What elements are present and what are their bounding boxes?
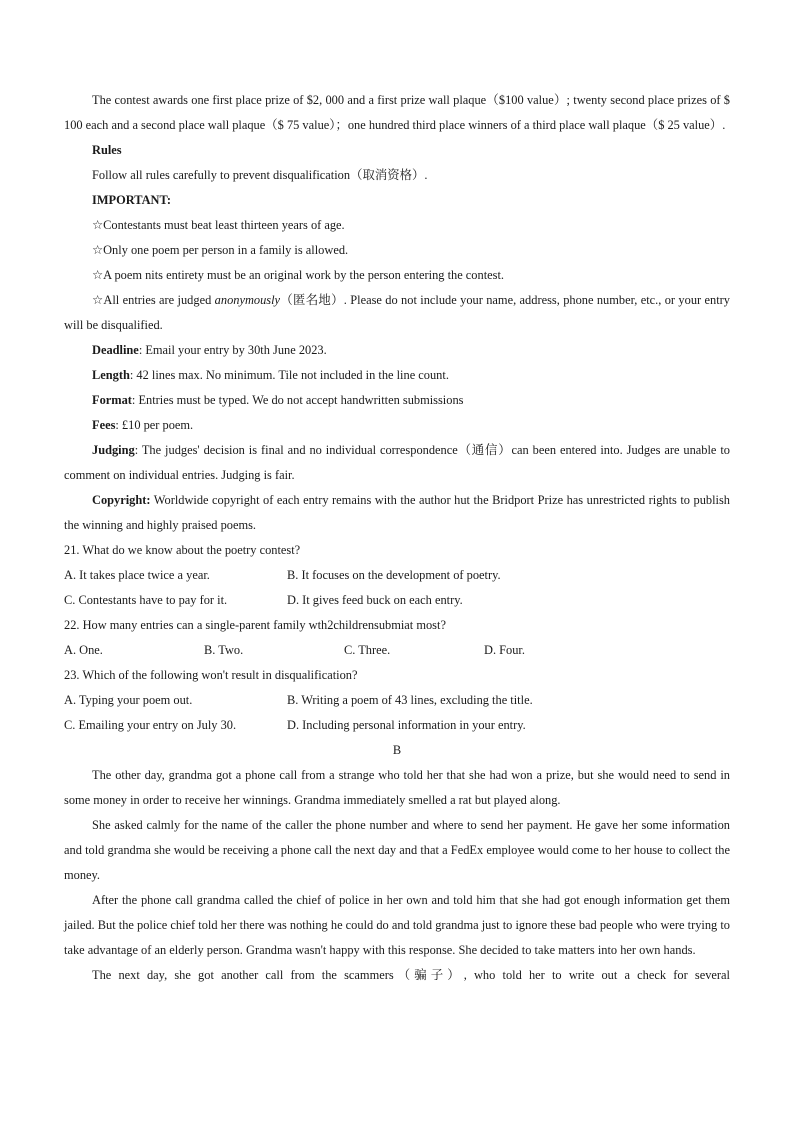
rule-anon-after: （匿名地）. Please do not include your name, address, phone number, etc., or your entry will be disqualified.: [64, 293, 730, 332]
format-line: [64, 388, 730, 413]
option-b: B. Writing a poem of 43 lines, excluding the title.: [287, 693, 533, 707]
option-d: D. It gives feed buck on each entry.: [287, 593, 463, 607]
prizes-paragraph: The contest awards one first place prize of $2, 000 and a first prize wall plaque（$100 value）; twenty second place prizes of $ 100 each and a second place wall plaque（$ 75 value）；one hundred third place winners of a third place wall plaque（$ 25 value）.: [64, 93, 730, 132]
option-c: C. Contestants have to pay for it.: [64, 593, 228, 607]
format-text: : Entries must be typed. We do not accept handwritten submissions: [131, 393, 464, 407]
rules-intro: Follow all rules carefully to prevent disqualification（取消资格）.: [92, 168, 428, 182]
format-label: Format: [92, 393, 132, 407]
rule-anon-before: ☆All entries are judged: [92, 293, 215, 307]
option-a: A. It takes place twice a year.: [64, 568, 210, 582]
option-d: D. Including personal information in your entry.: [287, 718, 526, 732]
option-c: C. Emailing your entry on July 30.: [64, 718, 237, 732]
length-line: [64, 363, 730, 388]
deadline-line: [64, 338, 730, 363]
rule-item: ☆Contestants must beat least thirteen years of age.: [92, 218, 345, 232]
document-page: [64, 88, 730, 988]
rule-item: ☆Only one poem per person in a family is allowed.: [92, 243, 349, 257]
fees-text: : £10 per poem.: [115, 418, 194, 432]
question-22-stem: 22. How many entries can a single-parent family wth2childrensubmiat most?: [64, 618, 446, 632]
judging-label: Judging: [92, 443, 135, 457]
option-d: D. Four.: [484, 643, 525, 657]
fees-line: [64, 413, 730, 438]
judging-text: : The judges' decision is final and no individual correspondence（通信）can been entered into. Judges are unable to comment on individual entries. Judging is fair.: [64, 443, 730, 482]
question-23-options-row-1: [64, 688, 730, 713]
judging-paragraph: [64, 438, 730, 488]
rules-heading: Rules: [92, 143, 122, 157]
option-a: A. One.: [64, 643, 103, 657]
copyright-paragraph: [64, 488, 730, 538]
copyright-label: Copyright:: [92, 493, 151, 507]
question-23-options-row-2: [64, 713, 730, 738]
rule-anon-italic: anonymously: [214, 293, 281, 307]
option-b: B. It focuses on the development of poetry.: [287, 568, 501, 582]
question-22-options: [64, 638, 730, 663]
fees-label: Fees: [92, 418, 116, 432]
important-heading: IMPORTANT:: [92, 193, 171, 207]
rule-item: ☆A poem nits entirety must be an original work by the person entering the contest.: [92, 268, 504, 282]
passage-b-paragraph: The next day, she got another call from the scammers（骗子）, who told her to write out a check for several: [92, 968, 730, 982]
question-21-options-row-1: [64, 563, 730, 588]
passage-b-paragraph: She asked calmly for the name of the caller the phone number and where to send her payment. He gave her some information and told grandma she would be receiving a phone call the next day and that a FedEx employee would come to her house to collect the money.: [64, 818, 730, 882]
deadline-label: Deadline: [92, 343, 139, 357]
rule-item-anonymous: [64, 288, 730, 338]
passage-b-paragraph: After the phone call grandma called the chief of police in her own and told him that she had got enough information get them jailed. But the police chief told her there was nothing he could do and told grandma just to ignore these bad people who were trying to take advantage of an elderly person. Grandma wasn't happy with this response. She decided to take matters into her own hands.: [64, 893, 730, 957]
length-label: Length: [92, 368, 130, 382]
option-a: A. Typing your poem out.: [64, 693, 193, 707]
passage-b-paragraph: The other day, grandma got a phone call from a strange who told her that she had won a prize, but she would need to send in some money in order to receive her winnings. Grandma immediately smelled a rat but played along.: [64, 768, 730, 807]
question-23-stem: 23. Which of the following won't result in disqualification?: [64, 668, 358, 682]
deadline-text: : Email your entry by 30th June 2023.: [138, 343, 327, 357]
question-21-options-row-2: [64, 588, 730, 613]
option-b: B. Two.: [204, 643, 244, 657]
section-b-heading: B: [392, 743, 402, 757]
copyright-text: Worldwide copyright of each entry remains with the author hut the Bridport Prize has unrestricted rights to publish the winning and highly praised poems.: [64, 493, 730, 532]
question-21-stem: 21. What do we know about the poetry contest?: [64, 543, 301, 557]
length-text: : 42 lines max. No minimum. Tile not included in the line count.: [129, 368, 449, 382]
option-c: C. Three.: [344, 643, 391, 657]
